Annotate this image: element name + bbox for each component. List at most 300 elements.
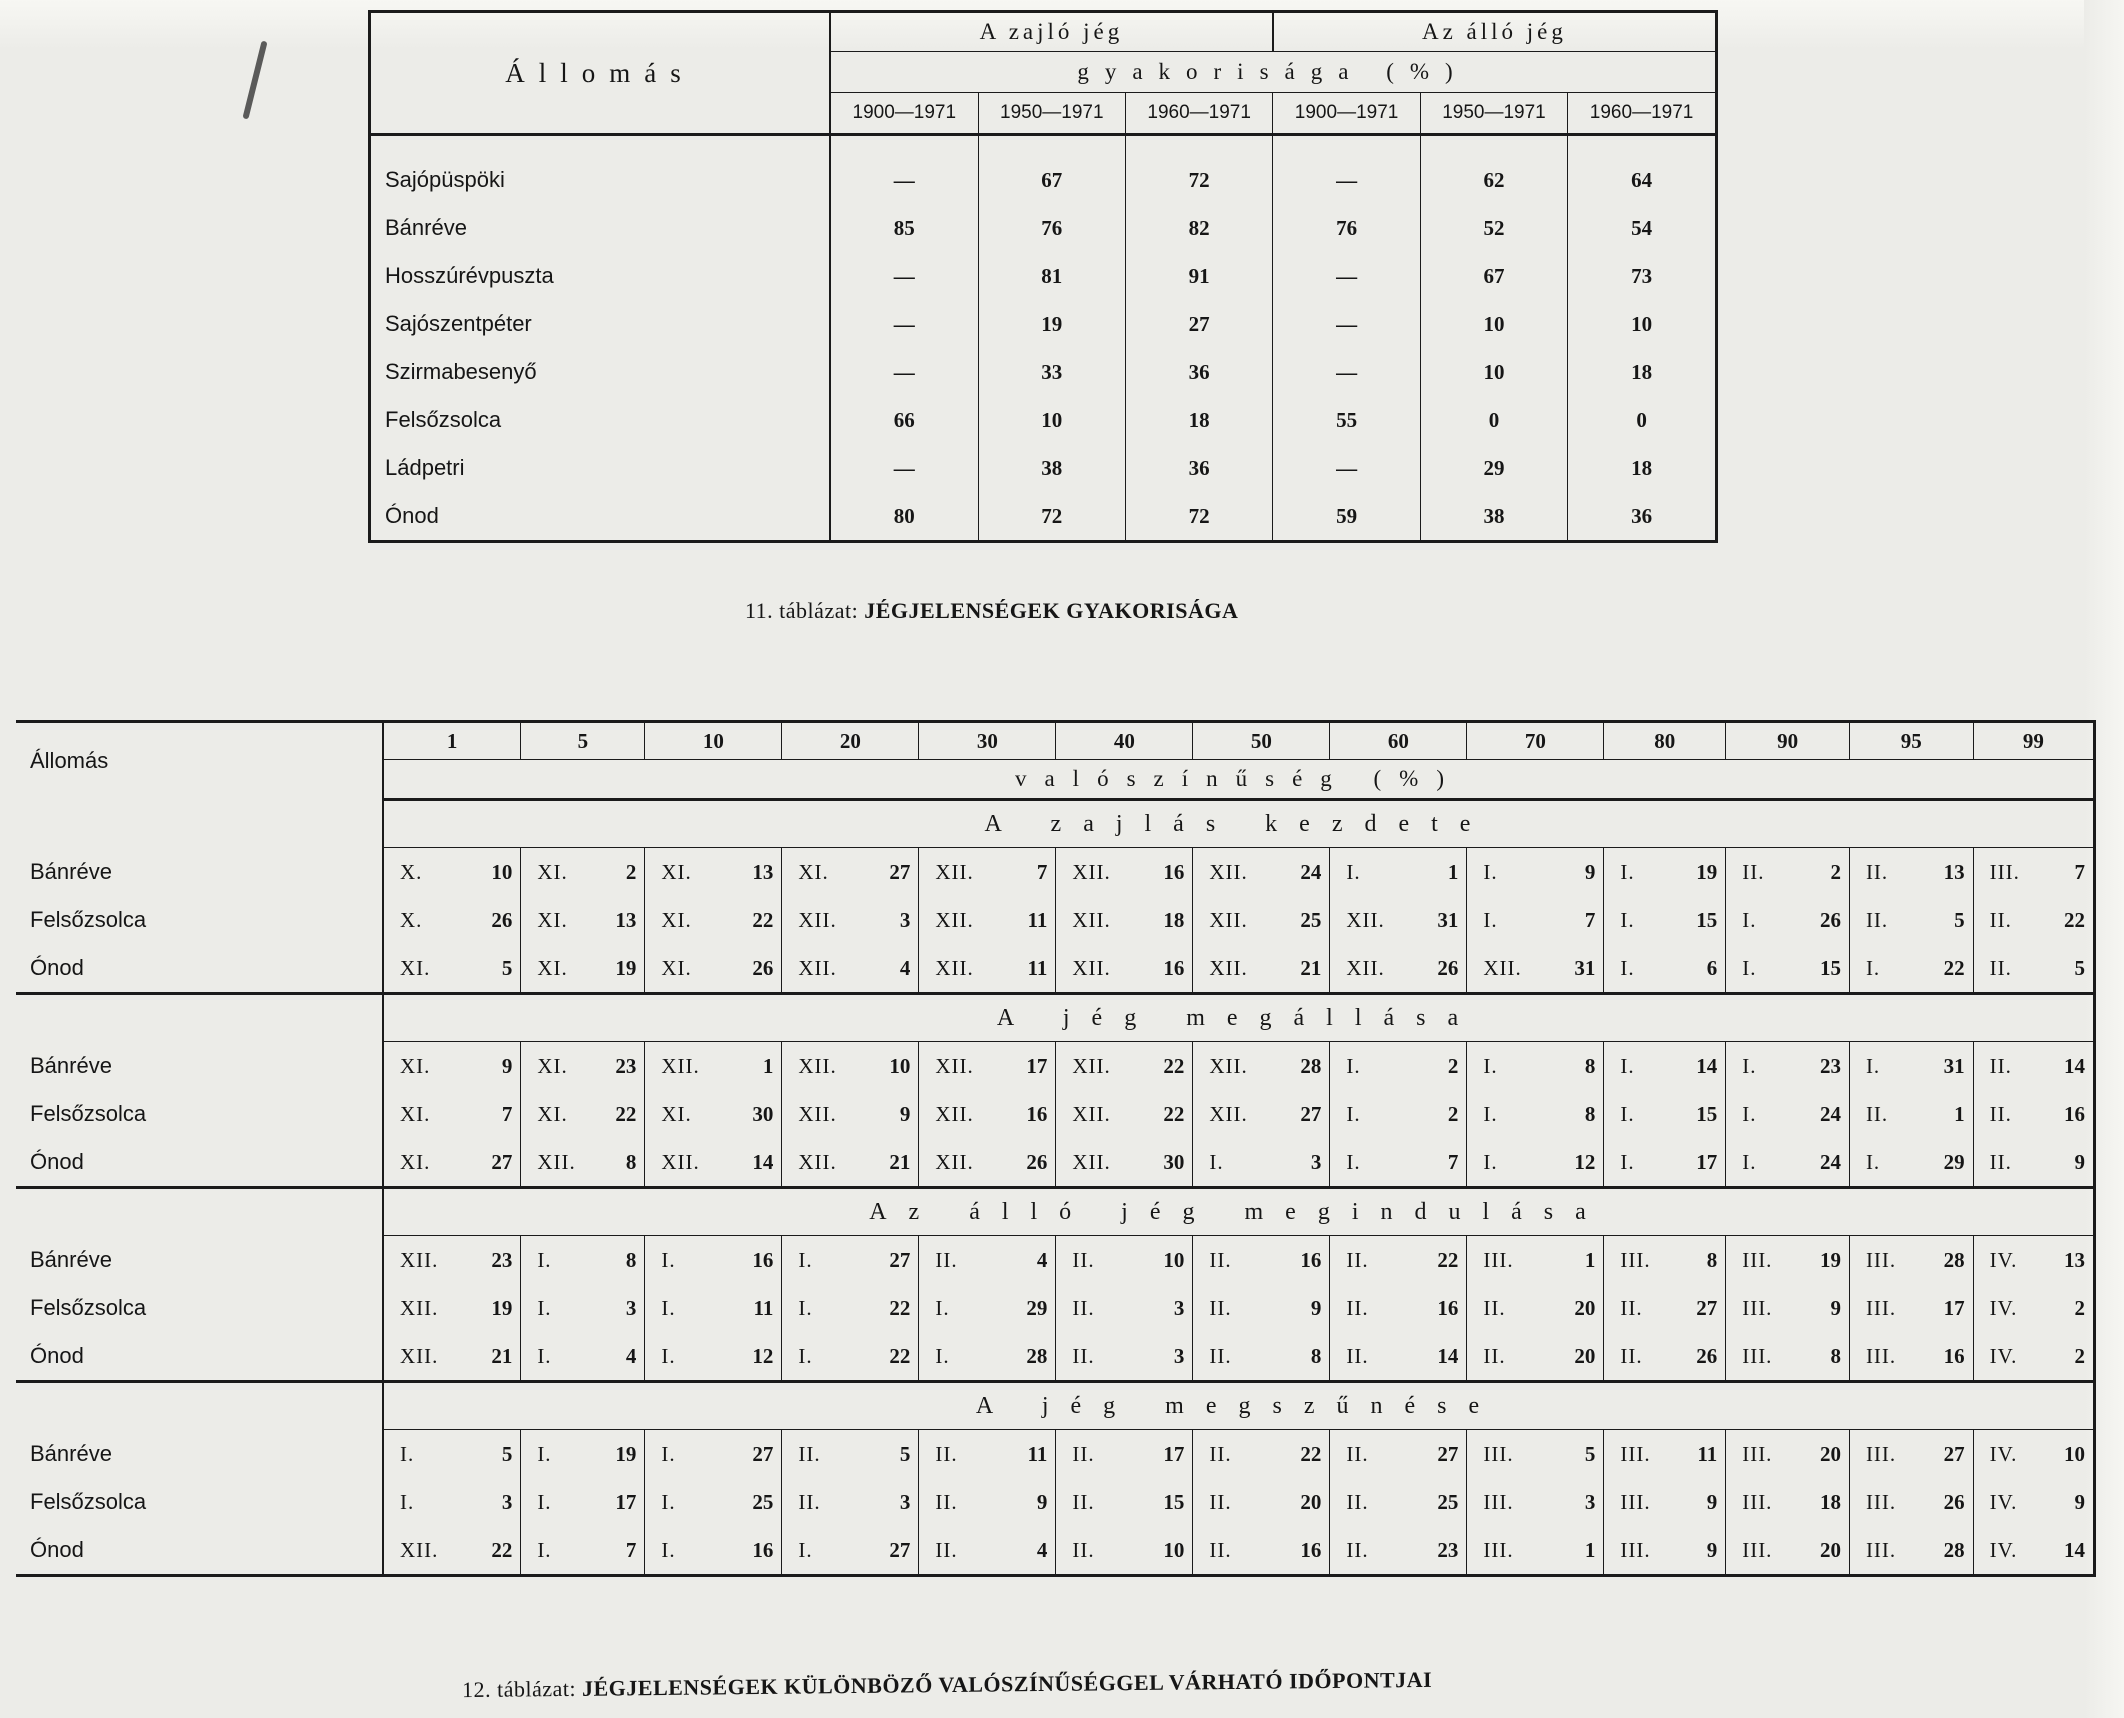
percentile-header: 20 (782, 722, 919, 760)
date-day: 24 (1819, 1149, 1841, 1174)
date-value (1193, 1248, 1329, 1273)
table-row (16, 1284, 2095, 1332)
date-month: III. (1620, 1441, 1651, 1466)
date-month: XI. (537, 1053, 568, 1078)
date-cell (383, 1478, 521, 1526)
date-day: 15 (1163, 1489, 1185, 1514)
date-day: 11 (753, 1295, 774, 1320)
date-cell (1849, 1332, 1973, 1382)
date-day: 8 (1584, 1101, 1596, 1126)
station-name: Felsőzsolca (16, 1090, 383, 1138)
percentile-header: 99 (1973, 722, 2094, 760)
frequency-value: 36 (1125, 348, 1272, 396)
date-month: II. (1483, 1295, 1506, 1320)
date-day: 8 (1830, 1343, 1841, 1368)
date-month: XII. (935, 1149, 974, 1174)
date-cell (1849, 1430, 1973, 1479)
date-cell (1726, 1042, 1850, 1091)
date-day: 7 (1584, 907, 1596, 932)
frequency-value: — (830, 444, 978, 492)
date-month: I. (798, 1247, 813, 1272)
date-day: 25 (1437, 1489, 1459, 1514)
date-cell (1973, 1478, 2094, 1526)
date-day: 13 (1943, 859, 1965, 884)
date-day: 22 (1300, 1441, 1322, 1466)
date-value (782, 1442, 918, 1467)
date-day: 14 (752, 1149, 774, 1174)
frequency-value: 80 (830, 492, 978, 542)
date-day: 1 (1584, 1537, 1596, 1562)
date-cell (1467, 1526, 1604, 1576)
date-month: III. (1620, 1537, 1651, 1562)
date-cell (782, 1236, 919, 1285)
date-day: 19 (1819, 1247, 1841, 1272)
date-day: 9 (2074, 1489, 2085, 1514)
date-day: 8 (625, 1247, 637, 1272)
date-cell (1467, 1236, 1604, 1285)
date-cell (1193, 848, 1330, 897)
date-cell (1726, 944, 1850, 994)
percentile-header: 10 (645, 722, 782, 760)
date-cell (1056, 1284, 1193, 1332)
date-month: XII. (400, 1537, 439, 1562)
date-value (645, 1248, 781, 1273)
date-month: XII. (1346, 907, 1385, 932)
date-day: 9 (1036, 1489, 1048, 1514)
date-cell (1330, 1042, 1467, 1091)
date-day: 27 (889, 1247, 911, 1272)
date-cell (782, 1430, 919, 1479)
date-day: 27 (1943, 1441, 1965, 1466)
percentile-header: 80 (1604, 722, 1726, 760)
date-day: 29 (1943, 1149, 1965, 1174)
date-value (782, 1054, 918, 1079)
table-row (370, 300, 1717, 348)
section-title: A zajlás kezdete (383, 800, 2095, 848)
date-cell (1849, 944, 1973, 994)
date-month: I. (1742, 1101, 1757, 1126)
date-day: 18 (1163, 907, 1185, 932)
date-day: 2 (1447, 1053, 1459, 1078)
date-cell (1193, 1236, 1330, 1285)
date-value (1850, 1538, 1973, 1563)
date-value (521, 956, 644, 981)
frequency-value: 82 (1125, 204, 1272, 252)
date-day: 11 (1027, 1441, 1048, 1466)
date-month: III. (1742, 1247, 1773, 1272)
date-value (782, 1490, 918, 1515)
frequency-value: 76 (1273, 204, 1420, 252)
date-day: 9 (899, 1101, 911, 1126)
date-month: II. (935, 1537, 958, 1562)
date-month: III. (1483, 1537, 1514, 1562)
date-value (1850, 1102, 1973, 1127)
date-cell (645, 1526, 782, 1576)
station-name: Ónod (16, 1138, 383, 1188)
date-month: III. (1742, 1295, 1773, 1320)
date-cell (1056, 1332, 1193, 1382)
date-month: I. (537, 1343, 552, 1368)
frequency-value: 10 (1631, 311, 1653, 336)
date-cell (1330, 1138, 1467, 1188)
date-month: IV. (1989, 1489, 2018, 1514)
date-day: 8 (625, 1149, 637, 1174)
date-cell (782, 1332, 919, 1382)
date-cell (1330, 848, 1467, 897)
frequency-value: 62 (1420, 135, 1567, 205)
date-cell (645, 848, 782, 897)
date-day: 5 (501, 955, 513, 980)
date-value (521, 908, 644, 933)
year-range-header: 1960—1971 (1568, 93, 1717, 135)
date-day: 5 (2074, 955, 2085, 980)
year-range-header: 1950—1971 (978, 93, 1125, 135)
station-name: Bánréve (16, 1430, 383, 1479)
date-value (1193, 1538, 1329, 1563)
date-value (1726, 1442, 1849, 1467)
date-value (521, 1296, 644, 1321)
frequency-value: — (1273, 348, 1420, 396)
date-cell (1467, 1090, 1604, 1138)
date-month: X. (400, 907, 423, 932)
date-value (1330, 1102, 1466, 1127)
date-month: XII. (935, 955, 974, 980)
frequency-value: — (830, 252, 978, 300)
date-month: XII. (935, 859, 974, 884)
date-month: III. (1620, 1489, 1651, 1514)
date-day: 3 (899, 1489, 911, 1514)
date-day: 22 (1163, 1053, 1185, 1078)
date-value (1974, 1538, 2093, 1563)
date-month: III. (1620, 1247, 1651, 1272)
date-day: 3 (1173, 1343, 1185, 1368)
station-name: Felsőzsolca (16, 896, 383, 944)
date-cell (1056, 1138, 1193, 1188)
date-day: 8 (1310, 1343, 1322, 1368)
date-day: 12 (1574, 1149, 1596, 1174)
date-day: 10 (1163, 1537, 1185, 1562)
section-title: A jég megállása (383, 994, 2095, 1042)
date-cell (383, 944, 521, 994)
date-day: 27 (752, 1441, 774, 1466)
date-day: 17 (1163, 1441, 1185, 1466)
date-value (1974, 1102, 2093, 1127)
date-cell (1056, 1042, 1193, 1091)
date-month: II. (1209, 1537, 1232, 1562)
date-month: I. (537, 1441, 552, 1466)
date-cell (1604, 1284, 1726, 1332)
date-value (384, 1344, 520, 1369)
date-cell (645, 1138, 782, 1188)
date-value (1056, 1490, 1192, 1515)
date-cell (1604, 1430, 1726, 1479)
date-value (1850, 1490, 1973, 1515)
date-month: I. (1620, 1053, 1635, 1078)
date-cell (1330, 1284, 1467, 1332)
table-row (16, 1138, 2095, 1188)
date-day: 4 (899, 955, 911, 980)
frequency-value: 38 (978, 444, 1125, 492)
date-cell (1056, 1430, 1193, 1479)
date-month: IV. (1989, 1537, 2018, 1562)
frequency-value: 18 (1631, 455, 1653, 480)
date-day: 23 (491, 1247, 513, 1272)
date-day: 3 (501, 1489, 513, 1514)
frequency-value: 36 (1631, 503, 1653, 528)
date-day: 13 (752, 859, 774, 884)
date-day: 20 (1819, 1537, 1841, 1562)
date-value (1974, 1490, 2093, 1515)
date-cell (1604, 1236, 1726, 1285)
date-month: I. (1620, 1149, 1635, 1174)
date-value (782, 860, 918, 885)
date-value (1330, 1248, 1466, 1273)
date-cell (1193, 1430, 1330, 1479)
date-day: 25 (752, 1489, 774, 1514)
date-value (1330, 1442, 1466, 1467)
date-value (1604, 1344, 1725, 1369)
date-day: 20 (1574, 1295, 1596, 1320)
date-month: III. (1865, 1489, 1897, 1514)
date-value (521, 1248, 644, 1273)
date-value (919, 860, 1055, 885)
date-day: 22 (1943, 955, 1965, 980)
date-cell (1973, 1284, 2094, 1332)
date-day: 11 (1027, 955, 1048, 980)
date-cell (1330, 944, 1467, 994)
year-range-header: 1960—1971 (1125, 93, 1272, 135)
date-cell (1056, 1526, 1193, 1576)
date-month: II. (935, 1247, 958, 1272)
date-month: III. (1742, 1441, 1773, 1466)
date-cell (645, 1284, 782, 1332)
date-cell (1726, 848, 1850, 897)
date-month: XII. (1072, 955, 1111, 980)
date-cell (1726, 1138, 1850, 1188)
date-month: II. (1483, 1343, 1506, 1368)
date-value (1726, 1538, 1849, 1563)
date-value (521, 1054, 644, 1079)
date-cell (1604, 1526, 1726, 1576)
date-day: 3 (625, 1295, 637, 1320)
table-row (16, 1430, 2095, 1479)
date-value (1467, 1442, 1603, 1467)
date-cell (645, 1430, 782, 1479)
date-day: 14 (1437, 1343, 1459, 1368)
date-value (521, 1344, 644, 1369)
date-month: I. (661, 1441, 676, 1466)
percentile-header: 90 (1726, 722, 1850, 760)
date-day: 27 (1437, 1441, 1459, 1466)
date-month: XII. (935, 907, 974, 932)
date-month: XII. (1209, 907, 1248, 932)
date-cell (782, 944, 919, 994)
date-cell (1330, 1236, 1467, 1285)
date-day: 23 (615, 1053, 637, 1078)
date-value (1604, 908, 1725, 933)
date-cell (521, 1042, 645, 1091)
date-value (1850, 1344, 1973, 1369)
date-month: III. (1742, 1343, 1773, 1368)
date-value (1604, 860, 1725, 885)
date-day: 27 (889, 1537, 911, 1562)
date-month: IV. (1989, 1343, 2018, 1368)
date-month: I. (1346, 1149, 1361, 1174)
date-day: 15 (1696, 907, 1718, 932)
date-day: 17 (1943, 1295, 1965, 1320)
date-day: 23 (1437, 1537, 1459, 1562)
date-value (1467, 1102, 1603, 1127)
date-day: 28 (1943, 1537, 1965, 1562)
station-name: Ónod (370, 492, 831, 542)
date-cell (919, 896, 1056, 944)
date-month: XI. (537, 907, 568, 932)
date-cell (919, 1526, 1056, 1576)
station-name: Ónod (16, 1332, 383, 1382)
station-name: Ónod (16, 944, 383, 994)
date-cell (1056, 1236, 1193, 1285)
frequency-value: 18 (1631, 359, 1653, 384)
date-day: 9 (1830, 1295, 1841, 1320)
date-value (1726, 1054, 1849, 1079)
date-day: 9 (1584, 859, 1596, 884)
date-month: II. (1209, 1295, 1232, 1320)
date-month: XII. (1209, 859, 1248, 884)
table-row (370, 204, 1717, 252)
date-value (645, 1344, 781, 1369)
date-cell (1467, 848, 1604, 897)
date-cell (645, 896, 782, 944)
ice-frequency-table (368, 10, 1718, 543)
date-day: 31 (1437, 907, 1459, 932)
date-day: 4 (1036, 1247, 1048, 1272)
date-day: 3 (1173, 1295, 1185, 1320)
date-day: 26 (1819, 907, 1841, 932)
date-month: III. (1742, 1489, 1773, 1514)
date-day: 22 (889, 1343, 911, 1368)
date-cell (1193, 1526, 1330, 1576)
date-cell (1849, 1236, 1973, 1285)
date-day: 31 (1574, 955, 1596, 980)
date-cell (1849, 1042, 1973, 1091)
frequency-value: — (1273, 252, 1420, 300)
probability-label: valószínűség (%) (383, 760, 2095, 800)
date-cell (1193, 944, 1330, 994)
date-cell (383, 896, 521, 944)
date-value (645, 860, 781, 885)
date-value (645, 1102, 781, 1127)
date-month: XII. (1072, 1101, 1111, 1126)
date-day: 25 (1300, 907, 1322, 932)
date-cell (1849, 896, 1973, 944)
frequency-value: 73 (1631, 263, 1653, 288)
date-month: I. (1742, 955, 1757, 980)
frequency-value: 81 (978, 252, 1125, 300)
date-value (645, 1150, 781, 1175)
date-value (1726, 1296, 1849, 1321)
table-row (16, 1090, 2095, 1138)
date-value (645, 1538, 781, 1563)
date-day: 9 (1310, 1295, 1322, 1320)
date-cell (919, 1236, 1056, 1285)
date-month: I. (1742, 907, 1757, 932)
date-value (1056, 1248, 1192, 1273)
table-row (16, 1526, 2095, 1576)
date-day: 2 (2074, 1343, 2085, 1368)
date-cell (1193, 1284, 1330, 1332)
date-month: I. (1346, 1053, 1361, 1078)
date-day: 5 (899, 1441, 911, 1466)
frequency-value: 54 (1631, 215, 1653, 240)
station-name: Bánréve (370, 204, 831, 252)
date-month: III. (1483, 1247, 1514, 1272)
date-month: I. (1346, 859, 1361, 884)
date-month: II. (1072, 1489, 1095, 1514)
date-cell (645, 1332, 782, 1382)
station-name: Ládpetri (370, 444, 831, 492)
date-month: I. (1865, 1053, 1881, 1078)
date-cell (1973, 1332, 2094, 1382)
date-day: 22 (1437, 1247, 1459, 1272)
date-value (782, 1248, 918, 1273)
date-day: 16 (2064, 1101, 2085, 1126)
date-cell (383, 848, 521, 897)
table-row (16, 1236, 2095, 1285)
date-day: 21 (491, 1343, 513, 1368)
date-cell (521, 848, 645, 897)
frequency-value: — (1273, 135, 1420, 205)
date-cell (919, 1042, 1056, 1091)
date-value (919, 956, 1055, 981)
date-day: 26 (491, 907, 513, 932)
date-cell (1726, 1478, 1850, 1526)
date-month: I. (935, 1295, 950, 1320)
station-name: Felsőzsolca (370, 396, 831, 444)
date-month: XII. (1072, 1149, 1111, 1174)
date-month: II. (1620, 1343, 1643, 1368)
table-row (370, 252, 1717, 300)
date-cell (782, 1090, 919, 1138)
date-month: I. (400, 1489, 415, 1514)
date-month: XII. (400, 1343, 439, 1368)
table-row (370, 135, 1717, 205)
date-value (645, 956, 781, 981)
date-day: 16 (1300, 1537, 1322, 1562)
date-day: 24 (1300, 859, 1322, 884)
station-name: Felsőzsolca (16, 1284, 383, 1332)
date-cell (919, 1284, 1056, 1332)
date-month: III. (1989, 859, 2020, 884)
date-value (1056, 1538, 1192, 1563)
date-month: XI. (400, 1053, 431, 1078)
date-day: 30 (752, 1101, 774, 1126)
date-month: II. (1346, 1295, 1369, 1320)
date-month: XI. (537, 1101, 568, 1126)
date-value (1974, 956, 2093, 981)
date-value (919, 1442, 1055, 1467)
date-value (1193, 1102, 1329, 1127)
date-cell (1193, 1332, 1330, 1382)
date-value (1974, 1054, 2093, 1079)
frequency-value: 29 (1420, 444, 1567, 492)
date-cell (1467, 1332, 1604, 1382)
date-cell (1056, 848, 1193, 897)
percentile-header: 70 (1467, 722, 1604, 760)
date-month: I. (1209, 1149, 1224, 1174)
date-month: I. (661, 1295, 676, 1320)
table11-caption (745, 598, 1238, 624)
frequency-value: 67 (1420, 252, 1567, 300)
